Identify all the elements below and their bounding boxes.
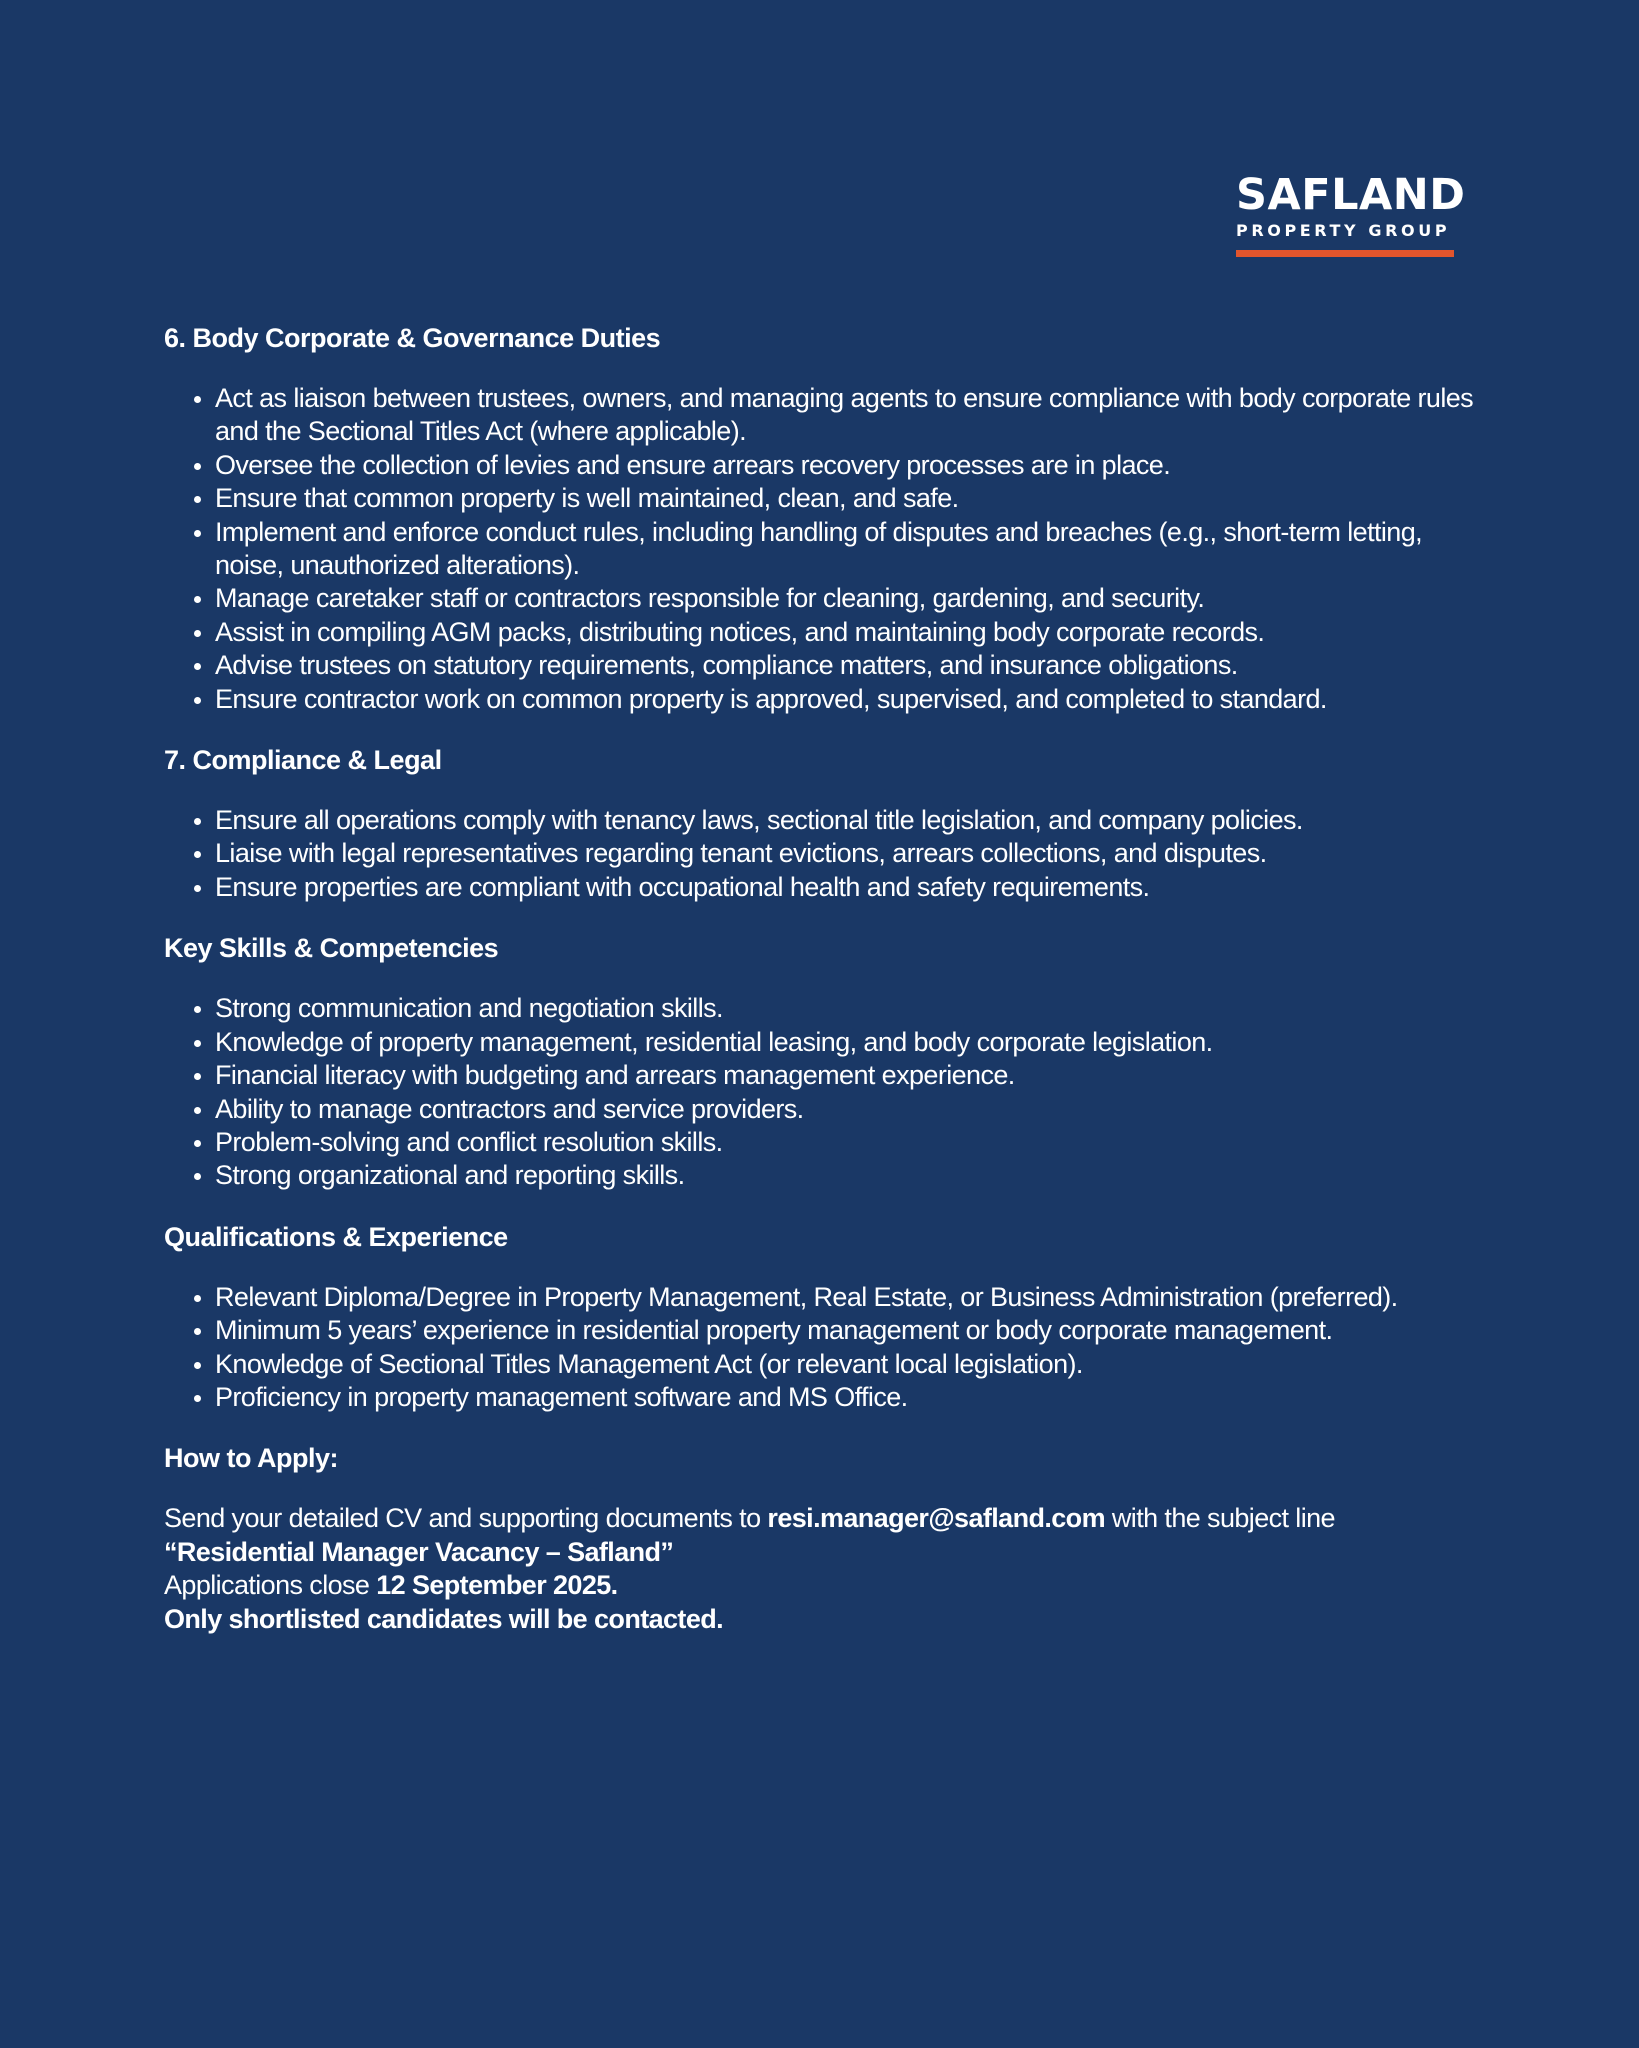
document-body <box>164 316 1484 1636</box>
qualifications-list <box>164 1281 1484 1415</box>
body-corporate-duties-list <box>164 382 1484 716</box>
list-item: • Strong communication and negotiation skills. <box>215 992 1484 1025</box>
section-heading-key-skills: Key Skills & Competencies <box>164 933 499 964</box>
list-item: • Ensure all operations comply with tenancy laws, sectional title legislation, and company policies. <box>215 804 1484 837</box>
section-heading-how-to-apply: How to Apply: <box>164 1443 338 1474</box>
logo-name: SAFLAND <box>1236 170 1466 220</box>
safland-logo <box>1236 170 1466 257</box>
list-item: • Knowledge of property management, residential leasing, and body corporate legislation. <box>215 1026 1484 1059</box>
list-item: • Liaise with legal representatives regarding tenant evictions, arrears collections, and disputes. <box>215 837 1484 870</box>
key-skills-list <box>164 992 1484 1192</box>
list-item: • Ability to manage contractors and service providers. <box>215 1093 1484 1126</box>
section-heading-body-corporate: 6. Body Corporate & Governance Duties <box>164 323 661 353</box>
list-item: • Assist in compiling AGM packs, distributing notices, and maintaining body corporate records. <box>215 616 1484 649</box>
section-heading-qualifications: Qualifications & Experience <box>164 1221 508 1252</box>
list-item: • Relevant Diploma/Degree in Property Management, Real Estate, or Business Administration (preferred). <box>215 1281 1484 1314</box>
logo-subtitle: PROPERTY GROUP <box>1236 221 1451 240</box>
apply-close-prefix: Applications close <box>164 1570 370 1601</box>
list-item: • Minimum 5 years’ experience in residential property management or body corporate management. <box>215 1314 1484 1347</box>
apply-subject-line: “Residential Manager Vacancy – Safland” <box>164 1536 674 1567</box>
compliance-list <box>164 804 1484 904</box>
apply-note-line <box>164 1603 1484 1636</box>
how-to-apply-section <box>164 1436 1484 1636</box>
list-item: • Act as liaison between trustees, owners, and managing agents to ensure compliance with body corporate rules and the Sectional Titles Act (where applicable). <box>215 382 1484 449</box>
list-item: • Knowledge of Sectional Titles Management Act (or relevant local legislation). <box>215 1348 1484 1381</box>
list-item: • Manage caretaker staff or contractors responsible for cleaning, gardening, and security. <box>215 582 1484 615</box>
list-item: • Strong organizational and reporting skills. <box>215 1159 1484 1192</box>
logo-accent-bar <box>1236 250 1454 257</box>
apply-subject-prefix: with the subject line <box>1111 1503 1335 1534</box>
apply-email-link[interactable]: resi.manager@safland.com <box>767 1503 1105 1534</box>
apply-close-date: 12 September 2025. <box>376 1570 618 1601</box>
list-item: • Ensure properties are compliant with occupational health and safety requirements. <box>215 871 1484 904</box>
list-item: • Ensure that common property is well maintained, clean, and safe. <box>215 482 1484 515</box>
list-item: • Financial literacy with budgeting and arrears management experience. <box>215 1059 1484 1092</box>
list-item: • Ensure contractor work on common property is approved, supervised, and completed to standard. <box>215 683 1484 716</box>
section-heading-compliance: 7. Compliance & Legal <box>164 745 442 776</box>
list-item: • Problem-solving and conflict resolution skills. <box>215 1126 1484 1159</box>
list-item: • Advise trustees on statutory requirements, compliance matters, and insurance obligations. <box>215 649 1484 682</box>
list-item: • Proficiency in property management software and MS Office. <box>215 1381 1484 1414</box>
list-item: • Implement and enforce conduct rules, including handling of disputes and breaches (e.g., short-term letting, noise, unauthorized alterations). <box>215 516 1484 583</box>
apply-note: Only shortlisted candidates will be contacted. <box>164 1603 724 1634</box>
apply-intro-text: Send your detailed CV and supporting documents to <box>164 1503 761 1534</box>
list-item: • Oversee the collection of levies and ensure arrears recovery processes are in place. <box>215 449 1484 482</box>
apply-closing <box>164 1569 1484 1602</box>
apply-instructions <box>164 1502 1484 1569</box>
